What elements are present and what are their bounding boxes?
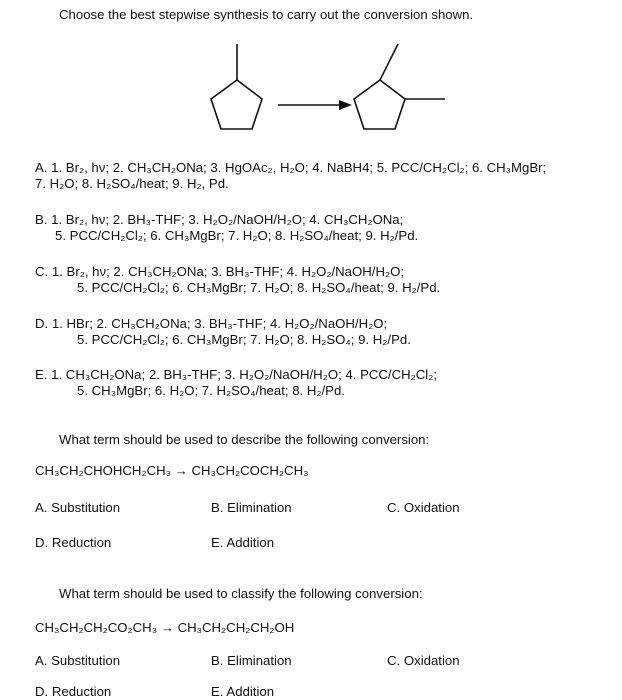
question1-prompt: Choose the best stepwise synthesis to carry out the conversion shown. <box>59 7 474 22</box>
question3-reaction: CH₃CH₂CH₂CO₂CH₃ → CH₃CH₂CH₂CH₂OH <box>35 620 295 635</box>
question3-prompt: What term should be used to classify the following conversion: <box>59 586 423 601</box>
question2-choice-b: B. Elimination <box>211 500 292 515</box>
question2-choice-d: D. Reduction <box>35 535 112 550</box>
question2-choice-c: C. Oxidation <box>387 500 460 515</box>
question2-choice-a: A. Substitution <box>35 500 121 515</box>
option-c: C. 1. Br₂, hν; 2. CH₃CH₂ONa; 3. BH₃-THF; 4. H₂O₂/NaOH/H₂O; 5. PCC/CH₂Cl₂; 6. CH₃MgBr; 7. H₂O; 8. H₂SO₄/heat; 9. H₂/Pd. <box>35 264 441 295</box>
question2-choice-e: E. Addition <box>211 535 275 550</box>
option-e: E. 1. CH₃CH₂ONa; 2. BH₃-THF; 3. H₂O₂/NaOH/H₂O; 4. PCC/CH₂Cl₂; 5. CH₃MgBr; 6. H₂O; 7. H₂SO₄/heat; 8. H₂/Pd. <box>35 367 437 398</box>
question3-choice-a: A. Substitution <box>35 653 121 668</box>
option-d: D. 1. HBr; 2. CH₃CH₂ONa; 3. BH₃-THF; 4. H₂O₂/NaOH/H₂O; 5. PCC/CH₂Cl₂; 6. CH₃MgBr; 7. H₂O; 8. H₂SO₄; 9. H₂/Pd. <box>35 316 411 347</box>
question2-prompt: What term should be used to describe the following conversion: <box>59 432 430 447</box>
arrow-head <box>339 100 352 110</box>
option-b: B. 1. Br₂, hν; 2. BH₃-THF; 3. H₂O₂/NaOH/H₂O; 4. CH₃CH₂ONa; 5. PCC/CH₂Cl₂; 6. CH₃MgBr; 7. H₂O; 8. H₂SO₄/heat; 9. H₂/Pd. <box>35 212 419 243</box>
question3-choice-e: E. Addition <box>211 684 275 699</box>
option-a: A. 1. Br₂, hν; 2. CH₃CH₂ONa; 3. HgOAc₂, H₂O; 4. NaBH4; 5. PCC/CH₂Cl₂; 6. CH₃MgBr; 7. H₂O; 8. H₂SO₄/heat; 9. H₂, Pd. <box>35 160 547 191</box>
question3-choice-c: C. Oxidation <box>387 653 460 668</box>
methyl-bond-right <box>380 44 398 80</box>
question3-choice-d: D. Reduction <box>35 684 112 699</box>
question2-reaction: CH₃CH₂CHOHCH₂CH₃ → CH₃CH₂COCH₂CH₃ <box>35 463 309 478</box>
cyclopentane-ring-left <box>211 80 262 129</box>
cyclopentane-ring-right <box>354 80 405 129</box>
question3-choice-b: B. Elimination <box>211 653 292 668</box>
reaction-scheme <box>0 30 622 180</box>
